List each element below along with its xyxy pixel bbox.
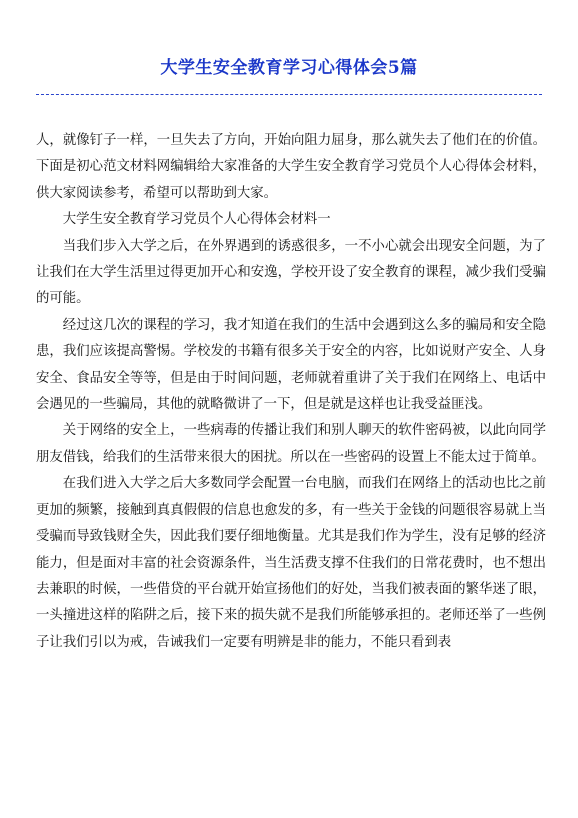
body-paragraph: 关于网络的安全上，一些病毒的传播让我们和别人聊天的软件密码被，以此向同学朋友借钱，给我们的生活带来很大的困扰。所以在一些密码的设置上不能太过于简单。 bbox=[36, 423, 546, 465]
body-paragraph: 大学生安全教育学习党员个人心得体会材料一 bbox=[62, 212, 331, 228]
body-paragraph: 当我们步入大学之后，在外界遇到的诱惑很多，一不小心就会出现安全问题，为了让我们在大学生活里过得更加开心和安逸，学校开设了安全教育的课程，减少我们受骗的可能。 bbox=[36, 238, 546, 307]
body-paragraph: 经过这几次的课程的学习，我才知道在我们的生活中会遇到这么多的骗局和安全隐患，我们应该提高警惕。学校发的书籍有很多关于安全的内容，比如说财产安全、人身安全、食品安全等等，但是由于时间问题，老师就着重讲了关于我们在网络上、电话中会遇见的一些骗局，其他的就略微讲了一下，但是就是这样也让我受益匪浅。 bbox=[36, 317, 546, 413]
title-divider bbox=[36, 94, 542, 95]
document-title: 大学生安全教育学习心得体会5篇 bbox=[160, 58, 418, 78]
document-body bbox=[36, 128, 546, 656]
body-paragraph: 在我们进入大学之后大多数同学会配置一台电脑，而我们在网络上的活动也比之前更加的频繁，接触到真真假假的信息也愈发的多，有一些关于金钱的问题很容易就上当受骗而导致钱财全失，因此我们要仔细地衡量。尤其是我们作为学生，没有足够的经济能力，但是面对丰富的社会资源条件，当生活费支撑不住我们的日常花费时，也不想出去兼职的时候，一些借贷的平台就开始宣扬他们的好处，当我们被表面的繁华迷了眼，一头撞进这样的陷阱之后，接下来的损失就不是我们所能够承担的。老师还举了一些例子让我们引以为戒，告诫我们一定要有明辨是非的能力，不能只看到表 bbox=[36, 476, 546, 650]
body-paragraph: 人，就像钉子一样，一旦失去了方向，开始向阻力屈身，那么就失去了他们在的价值。下面是初心范文材料网编辑给大家准备的大学生安全教育学习党员个人心得体会材料，供大家阅读参考，希望可以帮助到大家。 bbox=[36, 133, 546, 201]
